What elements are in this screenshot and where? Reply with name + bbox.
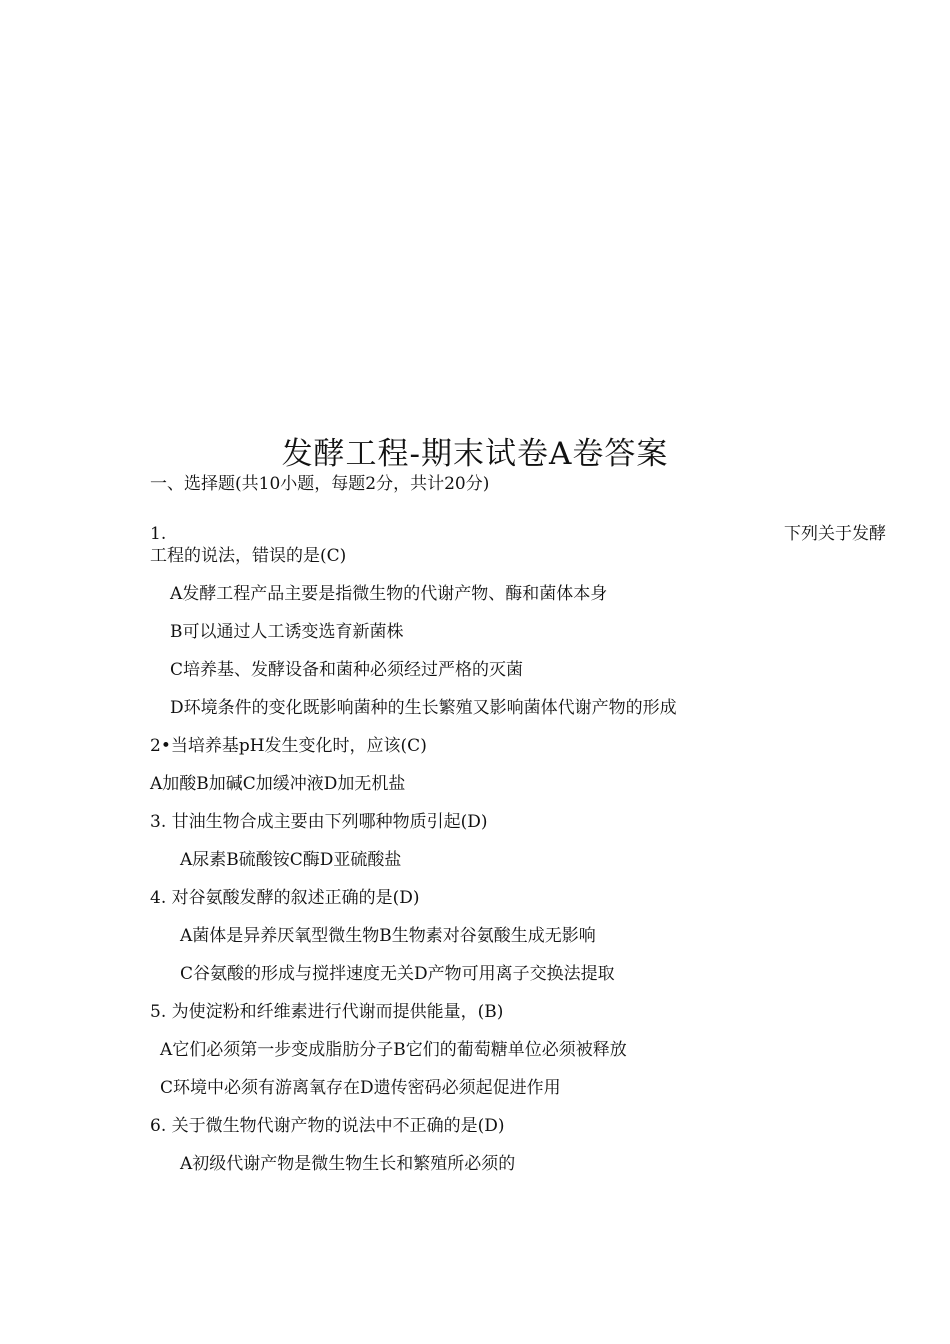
question-1-stem-start: 下列关于发酵 bbox=[784, 524, 886, 544]
question-4-options-cd: C谷氨酸的形成与搅拌速度无关D产物可用离子交换法提取 bbox=[180, 964, 615, 984]
page-title: 发酵工程-期末试卷A卷答案 bbox=[281, 436, 669, 472]
question-1-option-d: D环境条件的变化既影响菌种的生长繁殖又影响菌体代谢产物的形成 bbox=[170, 698, 677, 718]
question-6-stem: 6. 关于微生物代谢产物的说法中不正确的是(D) bbox=[150, 1116, 505, 1136]
question-4-options-ab: A菌体是异养厌氧型微生物B生物素对谷氨酸生成无影响 bbox=[180, 926, 596, 946]
question-2-options: A加酸B加碱C加缓冲液D加无机盐 bbox=[150, 774, 406, 794]
question-1-stem: 工程的说法，错误的是(C) bbox=[150, 546, 347, 566]
question-1-option-b: B可以通过人工诱变选育新菌株 bbox=[170, 622, 404, 642]
question-1-number: 1. bbox=[150, 524, 167, 544]
section-heading: 一、选择题(共10小题，每题2分，共计20分) bbox=[150, 474, 490, 494]
question-1-option-a: A发酵工程产品主要是指微生物的代谢产物、酶和菌体本身 bbox=[170, 584, 608, 604]
question-3-options: A尿素B硫酸铵C酶D亚硫酸盐 bbox=[180, 850, 402, 870]
question-2-stem: 2•当培养基pH发生变化时，应该(C) bbox=[150, 736, 427, 756]
question-6-option-a: A初级代谢产物是微生物生长和繁殖所必须的 bbox=[180, 1154, 516, 1174]
question-5-options-cd: C环境中必须有游离氧存在D遗传密码必须起促进作用 bbox=[160, 1078, 561, 1098]
question-5-stem: 5. 为使淀粉和纤维素进行代谢而提供能量，(B) bbox=[150, 1002, 504, 1022]
question-1-option-c: C培养基、发酵设备和菌种必须经过严格的灭菌 bbox=[170, 660, 524, 680]
question-5-options-ab: A它们必须第一步变成脂肪分子B它们的葡萄糖单位必须被释放 bbox=[160, 1040, 627, 1060]
question-3-stem: 3. 甘油生物合成主要由下列哪种物质引起(D) bbox=[150, 812, 488, 832]
question-4-stem: 4. 对谷氨酸发酵的叙述正确的是(D) bbox=[150, 888, 420, 908]
